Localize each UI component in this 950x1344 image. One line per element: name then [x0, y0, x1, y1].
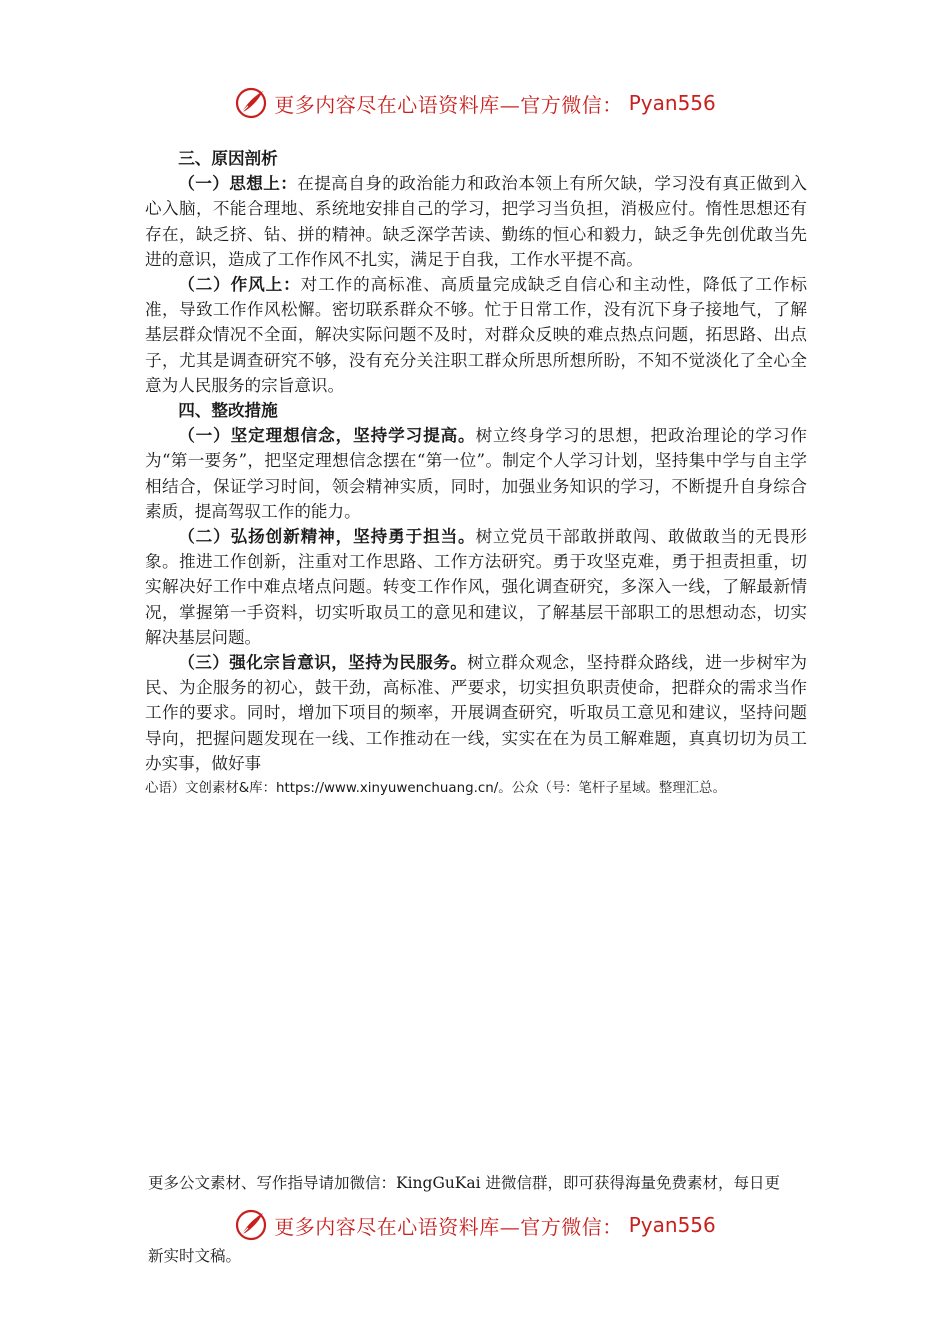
paragraph-lead: （一）坚定理想信念，坚持学习提高。 — [178, 426, 476, 446]
watermark-text: 更多内容尽在心语资料库—官方微信： — [274, 1214, 623, 1239]
paragraph-cause-style — [145, 272, 807, 398]
paragraph-lead: （二）作风上： — [178, 275, 301, 295]
quill-pen-logo-icon — [234, 1208, 268, 1242]
paragraph-body: 对工作的高标准、高质量完成缺乏自信心和主动性，降低了工作标准，导致工作作风松懈。密切联系群众不够。忙于日常工作，没有沉下身子接地气，了解基层群众情况不全面，解决实际问题不及时，对群众反映的难点热点问题，拓思路、出点子，尤其是调查研究不够，没有充分关注职工群众所思所想所盼，不知不觉淡化了全心全意为人民服务的宗旨意识。 — [145, 275, 808, 395]
paragraph-measure-1 — [145, 423, 807, 524]
paragraph-cause-thinking — [145, 171, 807, 272]
paragraph-lead: （一）思想上： — [178, 174, 298, 194]
source-note: 心语）文创素材&库：https://www.xinyuwenchuang.cn/。公众（号：笔杆子星域。整理汇总。 — [145, 781, 726, 797]
document-body — [145, 146, 807, 800]
section-heading-measures: 四、整改措施 — [178, 401, 278, 421]
paragraph-lead: （三）强化宗旨意识，坚持为民服务。 — [178, 653, 468, 673]
paragraph-body: 树立群众观念，坚持群众路线，进一步树牢为民、为企服务的初心，鼓干劲，高标准、严要求，切实担负职责使命，把群众的需求当作工作的要求。同时，增加下项目的频率，开展调查研究，听取员工意见和建议，坚持问题导向，把握问题发现在一线、工作推动在一线，实实在在为员工解难题，真真切切为员工办实事，做好事 — [145, 653, 808, 773]
quill-pen-logo-icon — [234, 86, 268, 120]
watermark-text: 更多内容尽在心语资料库—官方微信： — [274, 92, 623, 117]
paragraph-body: 树立党员干部敢拼敢闯、敢做敢当的无畏形象。推进工作创新，注重对工作思路、工作方法研究。勇于攻坚克难，勇于担责担重，切实解决好工作中难点堵点问题。转变工作作风，强化调查研究，多深入一线，了解最新情况，掌握第一手资料，切实听取员工的意见和建议，了解基层干部职工的思想动态，切实解决基层问题。 — [145, 527, 808, 647]
watermark-banner-bottom — [0, 1208, 950, 1242]
paragraph-body: 树立终身学习的思想，把政治理论的学习作为“第一要务”，把坚定理想信念摆在“第一位”。制定个人学习计划，坚持集中学与自主学相结合，保证学习时间，领会精神实质，同时，加强业务知识的学习，不断提升自身综合素质，提高驾驭工作的能力。 — [145, 426, 808, 521]
footer-promo-line-1: 更多公文素材、写作指导请加微信：KingGuKai 进微信群，即可获得海量免费素材，每日更 — [148, 1174, 781, 1192]
footer-promo-line-2: 新实时文稿。 — [148, 1247, 242, 1265]
watermark-banner-top — [0, 86, 950, 120]
paragraph-measure-2 — [145, 524, 807, 650]
section-heading-causes: 三、原因剖析 — [178, 149, 278, 168]
watermark-wechat-id: Pyan556 — [628, 91, 716, 115]
paragraph-lead: （二）弘扬创新精神，坚持勇于担当。 — [178, 527, 476, 547]
watermark-wechat-id: Pyan556 — [628, 1213, 716, 1237]
paragraph-measure-3 — [145, 650, 807, 776]
paragraph-body: 在提高自身的政治能力和政治本领上有所欠缺，学习没有真正做到入心入脑，不能合理地、系统地安排自己的学习，把学习当负担，消极应付。惰性思想还有存在，缺乏挤、钻、拼的精神。缺乏深学苦读、勤练的恒心和毅力，缺乏争先创优敢当先进的意识，造成了工作作风不扎实，满足于自我，工作水平提不高。 — [145, 174, 808, 269]
